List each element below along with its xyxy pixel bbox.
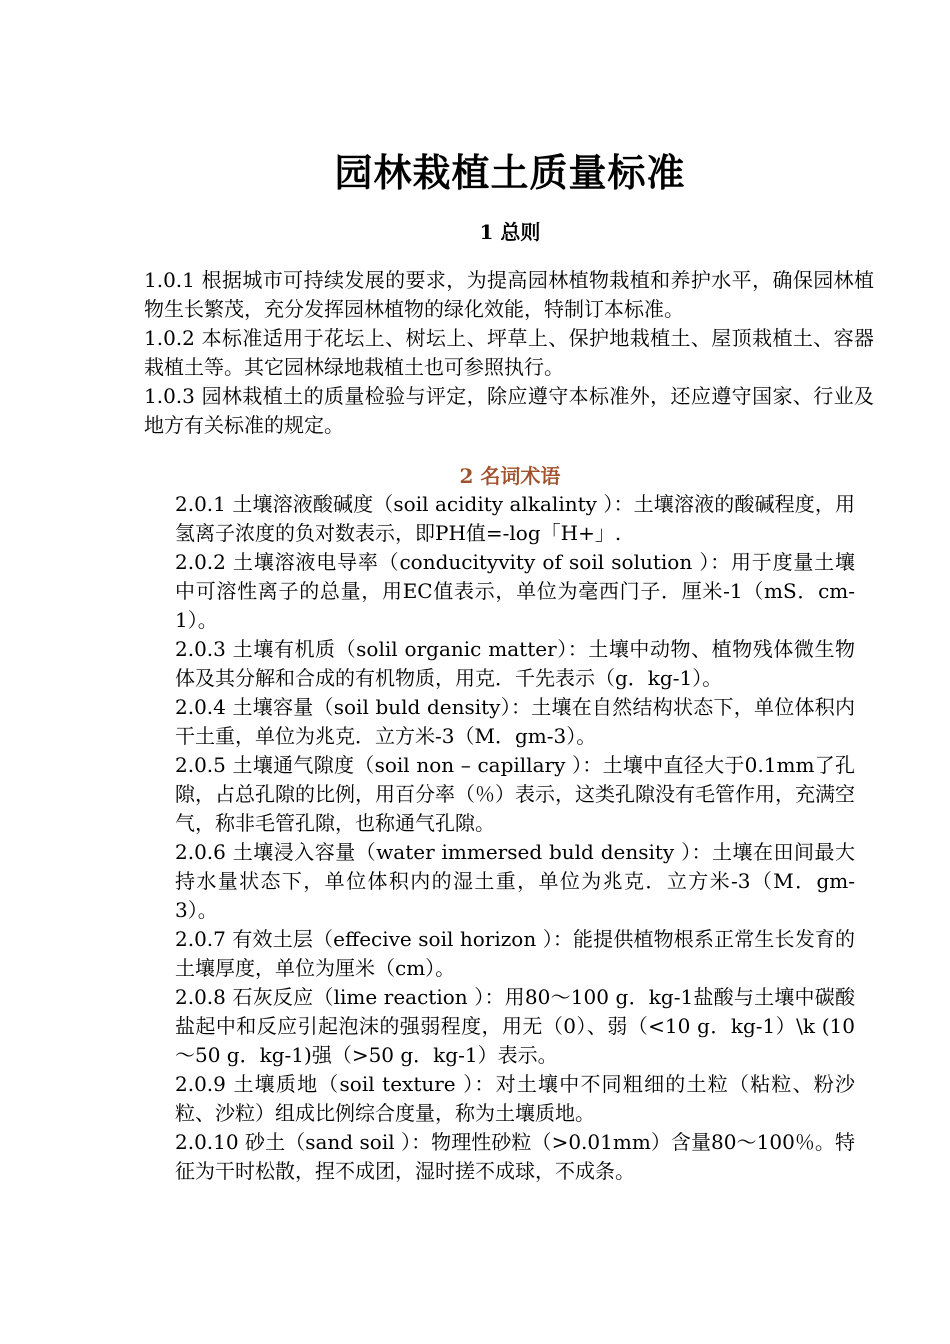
section-heading-general: 1 总则 [479,220,541,244]
clause-2-0-4: 2.0.4 土壤容量（soil buld density）：土壤在自然结构状态下，单位体积内干土重，单位为兆克．立方米-3（M．gm-3）。 [175,695,855,748]
clause-2-0-9: 2.0.9 土壤质地（soil texture ）：对土壤中不同粗细的土粒（粘粒、粉沙粒、沙粒）组成比例综合度量，称为土壤质地。 [175,1072,855,1125]
section-heading-terms: 2 名词术语 [459,464,561,488]
document-title: 园林栽植土质量标准 [334,151,686,195]
clause-2-0-8: 2.0.8 石灰反应（lime reaction ）：用80～100 g．kg-1盐酸与土壤中碳酸盐起中和反应引起泡沫的强弱程度，用无（0）、弱（<10 g．kg-1）\k (10～50 g．kg-1)强（>50 g．kg-1）表示。 [175,985,855,1067]
clause-2-0-6: 2.0.6 土壤浸入容量（water immersed buld density ）：土壤在田间最大持水量状态下，单位体积内的湿土重，单位为兆克．立方米-3（M．gm-3）。 [175,840,855,922]
clause-1-0-2: 1.0.2 本标准适用于花坛上、树坛上、坪草上、保护地栽植土、屋顶栽植土、容器栽植土等。其它园林绿地栽植土也可参照执行。 [144,326,874,379]
clause-2-0-5: 2.0.5 土壤通气隙度（soil non – capillary ）：土壤中直径大于0.1mm了孔隙，占总孔隙的比例，用百分率（％）表示，这类孔隙没有毛管作用，充满空气，称非毛管孔隙，也称通气孔隙。 [175,753,855,835]
clause-2-0-1: 2.0.1 土壤溶液酸碱度（soil acidity alkalinty ）：土壤溶液的酸碱程度，用氢离子浓度的负对数表示，即PH值=-log「H+」. [175,492,855,545]
clause-2-0-2: 2.0.2 土壤溶液电导率（conducityvity of soil solution ）：用于度量土壤中可溶性离子的总量，用EC值表示，单位为毫西门子．厘米-1（mS．cm-1）。 [175,550,855,632]
section-general-body [144,266,874,440]
clause-2-0-10: 2.0.10 砂土（sand soil ）：物理性砂粒（>0.01mm）含量80～100％。特征为干时松散，捏不成团，湿时搓不成球，不成条。 [175,1130,855,1183]
section-terms-body [175,490,855,1186]
clause-2-0-7: 2.0.7 有效土层（effecive soil horizon ）：能提供植物根系正常生长发育的土壤厚度，单位为厘米（cm）。 [175,927,855,980]
clause-2-0-3: 2.0.3 土壤有机质（solil organic matter）：土壤中动物、植物残体微生物体及其分解和合成的有机物质，用克．千先表示（g．kg-1）。 [175,637,855,690]
clause-1-0-3: 1.0.3 园林栽植土的质量检验与评定，除应遵守本标准外，还应遵守国家、行业及地方有关标准的规定。 [144,384,874,437]
clause-1-0-1: 1.0.1 根据城市可持续发展的要求，为提高园林植物栽植和养护水平，确保园林植物生长繁茂，充分发挥园林植物的绿化效能，特制订本标准。 [144,268,874,321]
